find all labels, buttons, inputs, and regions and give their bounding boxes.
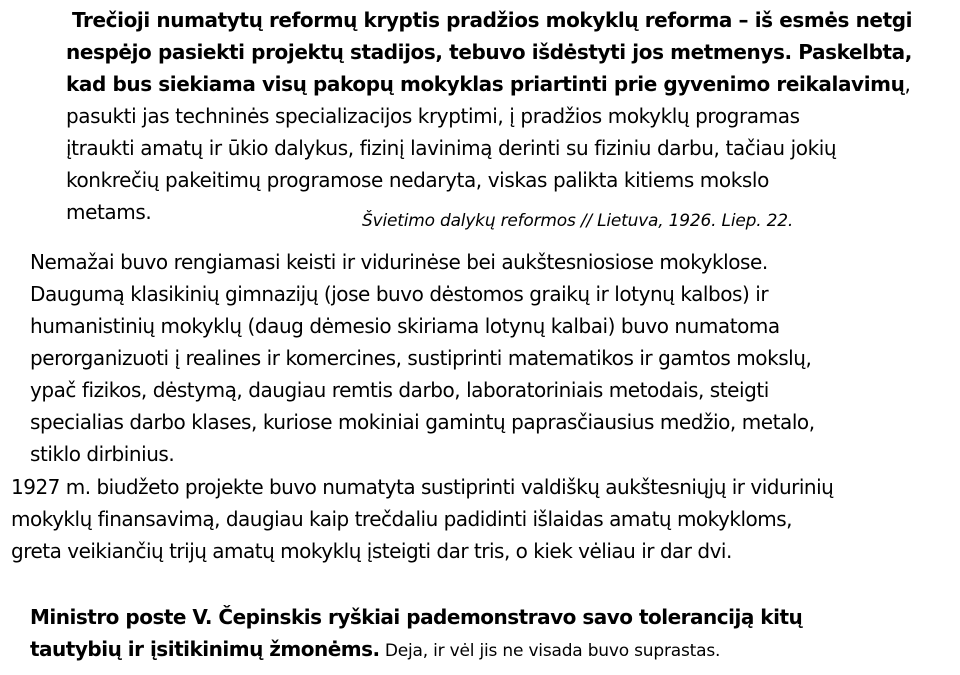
budget-line-2: mokyklų finansavimą, daugiau kaip trečdaliu padidinti išlaidas amatų mokykloms, (11, 507, 792, 531)
source-citation: Švietimo dalykų reformos // Lietuva, 1926. Liep. 22. (362, 211, 794, 231)
reform-line-7: metams. (66, 200, 152, 224)
budget-line-3: greta veikiančių trijų amatų mokyklų įsteigti dar tris, o kiek vėliau ir dar dvi. (11, 539, 732, 563)
reform-line-4: pasukti jas techninės specializacijos kryptimi, į pradžios mokyklų programas (66, 104, 800, 128)
secondary-line-2: Daugumą klasikinių gimnazijų (jose buvo dėstomos graikų ir lotynų kalbos) ir (30, 282, 769, 306)
minister-paragraph (30, 601, 940, 667)
minister-line-2: tautybių ir įsitikinimų žmonėms. (30, 637, 380, 661)
budget-paragraph (11, 471, 956, 567)
secondary-line-3: humanistinių mokyklų (daug dėmesio skiriama lotynų kalbai) buvo numatoma (30, 314, 780, 338)
budget-line-1: 1927 m. biudžeto projekte buvo numatyta sustiprinti valdiškų aukštesniųjų ir vidurinių (11, 475, 834, 499)
reform-line-3: kad bus siekiama visų pakopų mokyklas priartinti prie gyvenimo reikalavimų (66, 72, 905, 96)
secondary-line-6: specialias darbo klases, kuriose mokiniai gamintų paprasčiausius medžio, metalo, (30, 410, 815, 434)
reform-paragraph (66, 4, 936, 228)
reform-line-3-comma: , (904, 72, 911, 96)
reform-line-5: įtraukti amatų ir ūkio dalykus, fizinį lavinimą derinti su fiziniu darbu, tačiau jokių (66, 136, 837, 160)
reform-line-2: nespėjo pasiekti projektų stadijos, tebuvo išdėstyti jos metmenys. Paskelbta, (66, 40, 912, 64)
secondary-schools-paragraph (30, 246, 940, 470)
minister-line-2-rest: Deja, ir vėl jis ne visada buvo suprastas. (379, 641, 721, 661)
secondary-line-1: Nemažai buvo rengiamasi keisti ir vidurinėse bei aukštesniosiose mokyklose. (30, 250, 768, 274)
minister-line-1: Ministro poste V. Čepinskis ryškiai pademonstravo savo toleranciją kitų (30, 605, 803, 629)
reform-line-6: konkrečių pakeitimų programose nedaryta, viskas palikta kitiems mokslo (66, 168, 769, 192)
reform-line-1: Trečioji numatytų reformų kryptis pradžios mokyklų reforma – iš esmės netgi (72, 8, 913, 32)
secondary-line-4: perorganizuoti į realines ir komercines, sustiprinti matematikos ir gamtos mokslų, (30, 346, 812, 370)
secondary-line-7: stiklo dirbinius. (30, 442, 175, 466)
secondary-line-5: ypač fizikos, dėstymą, daugiau remtis darbo, laboratoriniais metodais, steigti (30, 378, 769, 402)
